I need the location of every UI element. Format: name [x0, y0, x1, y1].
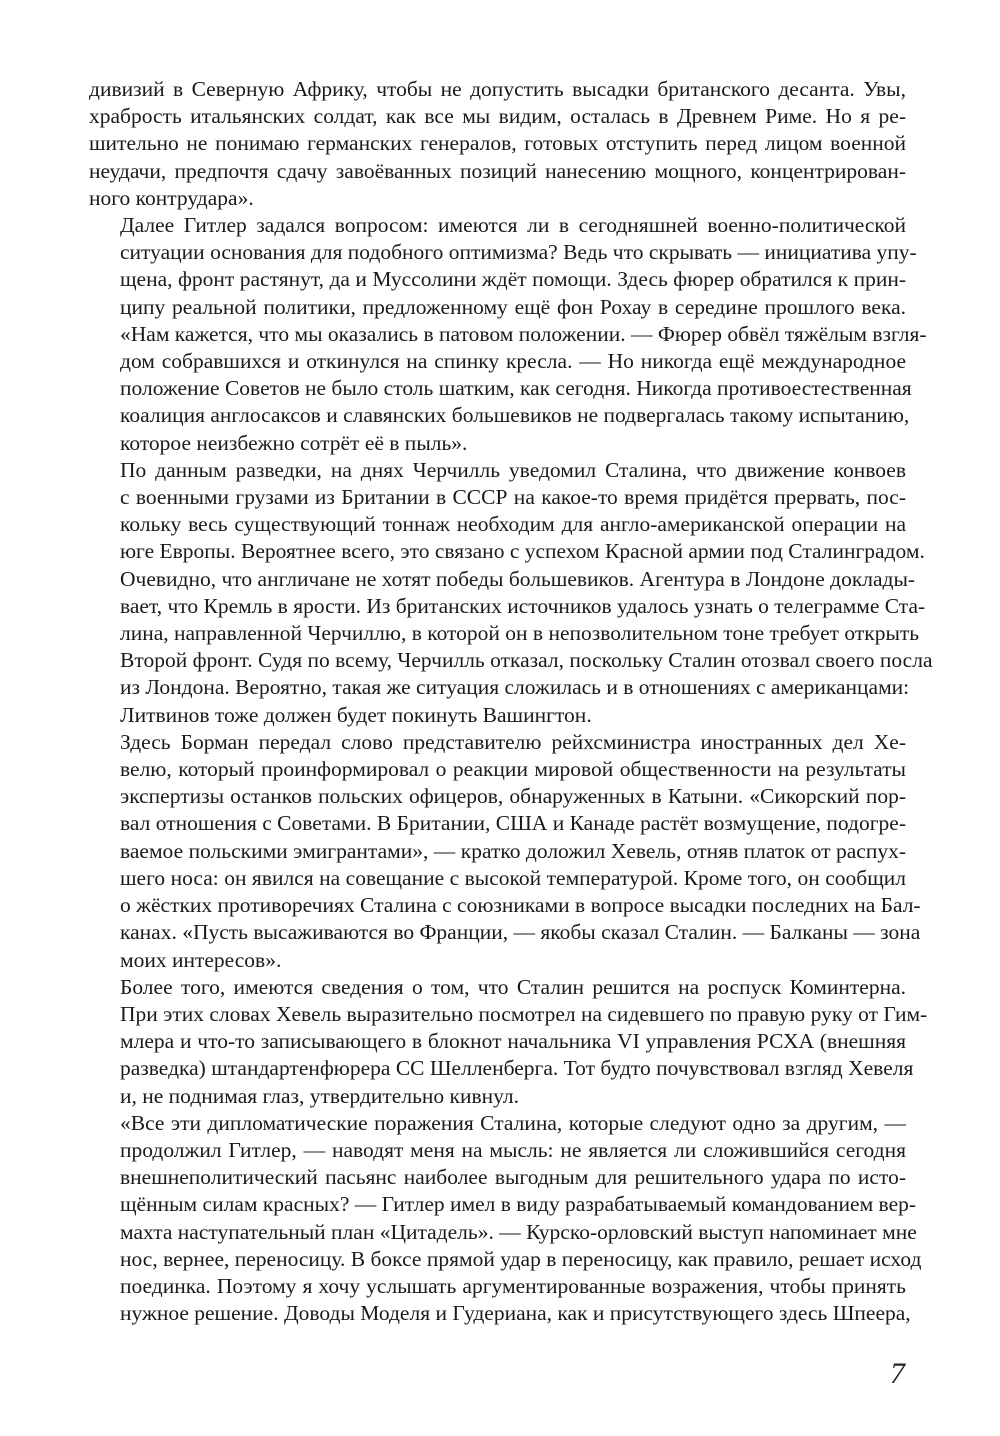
text-line: канах. «Пусть высаживаются во Франции, — якобы сказал Сталин. — Балканы — зона	[120, 920, 921, 945]
text-line: велю, который проинформировал о реакции мировой общественности на результаты	[120, 757, 906, 782]
text-line: положение Советов не было столь шатким, как сегодня. Никогда противоестественная	[120, 376, 912, 401]
text-line: ваемое польскими эмигрантами», — кратко доложил Хевель, отняв платок от распух-	[120, 838, 906, 863]
text-line: коалиция англосаксов и славянских большевиков не подвергалась такому испытанию,	[120, 403, 910, 428]
text-line: Очевидно, что англичане не хотят победы большевиков. Агентура в Лондоне доклады-	[120, 566, 916, 591]
text-line: неудачи, предпочтя сдачу завоёванных позиций нанесению мощного, концентрирован-	[89, 158, 906, 183]
text-line: шего носа: он явился на совещание с высокой температурой. Кроме того, он сообщил	[120, 865, 906, 890]
text-line: По данным разведки, на днях Черчилль уведомил Сталина, что движение конвоев	[120, 457, 906, 482]
text-line: ципу реальной политики, предложенному ещё фон Рохау в середине прошлого века.	[120, 294, 906, 319]
text-line: махта наступательный план «Цитадель». — Курско-орловский выступ напоминает мне	[120, 1219, 917, 1244]
text-line: При этих словах Хевель выразительно посмотрел на сидевшего по правую руку от Гим-	[120, 1001, 928, 1026]
text-line: «Нам кажется, что мы оказались в патовом положении. — Фюрер обвёл тяжёлым взгля-	[120, 321, 927, 346]
text-line: моих интересов».	[120, 947, 282, 972]
text-line: храбрость итальянских солдат, как все мы видим, осталась в Древнем Риме. Но я ре-	[89, 104, 906, 129]
text-line: Далее Гитлер задался вопросом: имеются ли в сегодняшней военно-политической	[120, 213, 906, 238]
text-line: из Лондона. Вероятно, такая же ситуация сложилась и в отношениях с американцами:	[120, 675, 910, 700]
paragraph	[89, 974, 928, 1110]
text-line: о жёстких противоречиях Сталина с союзниками в вопросе высадки последних на Бал-	[120, 893, 921, 918]
text-line: щена, фронт растянут, да и Муссолини ждёт помощи. Здесь фюрер обратился к прин-	[120, 267, 906, 292]
text-line: кольку весь существующий тоннаж необходим для англо-американской операции на	[120, 512, 906, 537]
page-number: 7	[890, 1357, 905, 1390]
text-line: с военными грузами из Британии в СССР на какое-то время придётся прервать, пос-	[120, 485, 906, 510]
text-line: нужное решение. Доводы Моделя и Гудериана, как и присутствующего здесь Шпеера,	[120, 1301, 911, 1326]
text-line: «Все эти дипломатические поражения Сталина, которые следуют одно за другим, —	[120, 1110, 906, 1135]
paragraph	[89, 457, 933, 729]
text-line: поединка. Поэтому я хочу услышать аргументированные возражения, чтобы принять	[120, 1273, 906, 1298]
paragraph	[89, 76, 906, 212]
text-line: дом собравшихся и откинулся на спинку кресла. — Но никогда ещё международное	[120, 349, 906, 374]
text-line: Более того, имеются сведения о том, что Сталин решится на роспуск Коминтерна.	[120, 974, 906, 999]
text-line: Второй фронт. Судя по всему, Черчилль отказал, поскольку Сталин отозвал своего посла	[120, 648, 933, 673]
text-line: и, не поднимая глаз, утвердительно кивнул.	[120, 1083, 520, 1108]
paragraph	[89, 212, 927, 457]
text-line: щённым силам красных? — Гитлер имел в виду разрабатываемый командованием вер-	[120, 1192, 917, 1217]
text-line: юге Европы. Вероятнее всего, это связано с успехом Красной армии под Сталинградом.	[120, 539, 925, 564]
paragraph	[89, 1110, 922, 1328]
text-line: шительно не понимаю германских генералов, готовых отступить перед лицом военной	[89, 131, 906, 156]
text-line: дивизий в Северную Африку, чтобы не допустить высадки британского десанта. Увы,	[89, 77, 906, 101]
text-line: Литвинов тоже должен будет покинуть Вашингтон.	[120, 702, 592, 727]
text-line: нос, вернее, переносицу. В боксе прямой удар в переносицу, как правило, решает исход	[120, 1246, 922, 1271]
text-line: ситуации основания для подобного оптимизма? Ведь что скрывать — инициатива упу-	[120, 240, 917, 265]
page-body	[89, 76, 933, 1327]
text-line: Здесь Борман передал слово представителю рейхсминистра иностранных дел Хе-	[120, 729, 906, 754]
text-line: которое неизбежно сотрёт её в пыль».	[120, 430, 468, 455]
text-line: продолжил Гитлер, — наводят меня на мысль: не является ли сложившийся сегодня	[120, 1137, 906, 1162]
text-line: разведка) штандартенфюрера СС Шелленберга. Тот будто почувствовал взгляд Хевеля	[120, 1056, 914, 1081]
text-line: млера и что-то записывающего в блокнот начальника VI управления РСХА (внешняя	[120, 1029, 906, 1054]
text-line: экспертизы останков польских офицеров, обнаруженных в Катыни. «Сикорский пор-	[120, 784, 906, 809]
text-line: вает, что Кремль в ярости. Из британских источников удалось узнать о телеграмме Ста-	[120, 593, 926, 618]
text-line: вал отношения с Советами. В Британии, США и Канаде растёт возмущение, подогре-	[120, 811, 906, 836]
text-line: ного контрудара».	[89, 185, 254, 210]
text-line: внешнеполитический пасьянс наиболее выгодным для решительного удара по исто-	[120, 1165, 906, 1190]
text-line: лина, направленной Черчиллю, в которой он в непозволительном тоне требует открыть	[120, 621, 920, 646]
paragraph	[89, 729, 921, 974]
